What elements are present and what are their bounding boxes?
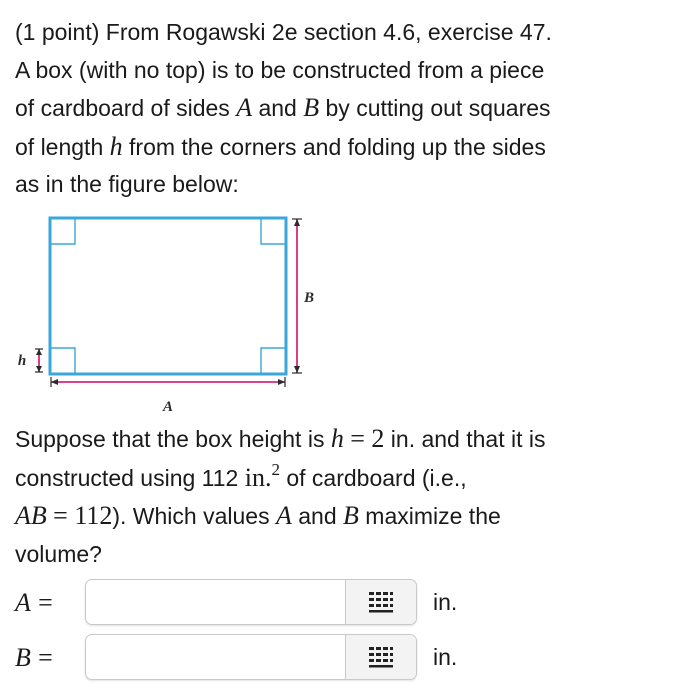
math-equals-112: = 112 bbox=[53, 501, 113, 530]
question-line: Suppose that the box height is h = 2 in. and that it is bbox=[15, 424, 546, 453]
answer-unit-B: in. bbox=[433, 644, 458, 670]
math-var-AB: AB bbox=[15, 501, 47, 530]
statement-line: A box (with no top) is to be constructed from a piece bbox=[15, 56, 545, 83]
answer-label-B: B = bbox=[15, 643, 53, 672]
box-figure bbox=[15, 204, 322, 417]
question-line: AB = 112). Which values A and B maximize the bbox=[15, 501, 501, 530]
question-text bbox=[15, 420, 675, 573]
statement-line: of length h from the corners and folding up the sides bbox=[15, 131, 546, 161]
answer-box-A bbox=[85, 579, 417, 625]
statement-line: as in the figure below: bbox=[15, 171, 239, 197]
math-unit-in: in. bbox=[244, 462, 272, 492]
math-var-B: B bbox=[303, 93, 320, 122]
math-equals-2: = 2 bbox=[350, 424, 385, 453]
keypad-grid-icon bbox=[368, 646, 394, 668]
statement-line: of cardboard of sides A and B by cutting out squares bbox=[15, 93, 551, 122]
question-line: constructed using 112 in.$^2$ of cardboard (i.e., bbox=[15, 459, 467, 492]
math-var-h: h bbox=[330, 424, 344, 453]
math-exponent: 2 bbox=[271, 459, 280, 479]
math-var-A: A bbox=[236, 93, 253, 122]
math-var-h: h bbox=[109, 131, 123, 161]
answer-unit-A: in. bbox=[433, 589, 458, 615]
figure-label-B: B bbox=[303, 290, 315, 306]
keypad-button-A[interactable] bbox=[345, 580, 416, 624]
answer-box-B bbox=[85, 634, 417, 680]
answer-input-B[interactable] bbox=[86, 635, 341, 679]
box-diagram bbox=[15, 204, 322, 417]
answer-input-A[interactable] bbox=[86, 580, 341, 624]
keypad-button-B[interactable] bbox=[345, 635, 416, 679]
math-var-A: A bbox=[275, 501, 292, 530]
question-line: volume? bbox=[15, 540, 102, 567]
math-var-B: B bbox=[343, 501, 359, 530]
keypad-grid-icon bbox=[368, 591, 394, 613]
problem-statement bbox=[15, 14, 675, 204]
figure-label-h: h bbox=[17, 353, 27, 369]
answer-label-A: A = bbox=[15, 588, 53, 617]
statement-line: (1 point) From Rogawski 2e section 4.6, exercise 47. bbox=[15, 19, 552, 45]
figure-label-A: A bbox=[162, 399, 174, 415]
